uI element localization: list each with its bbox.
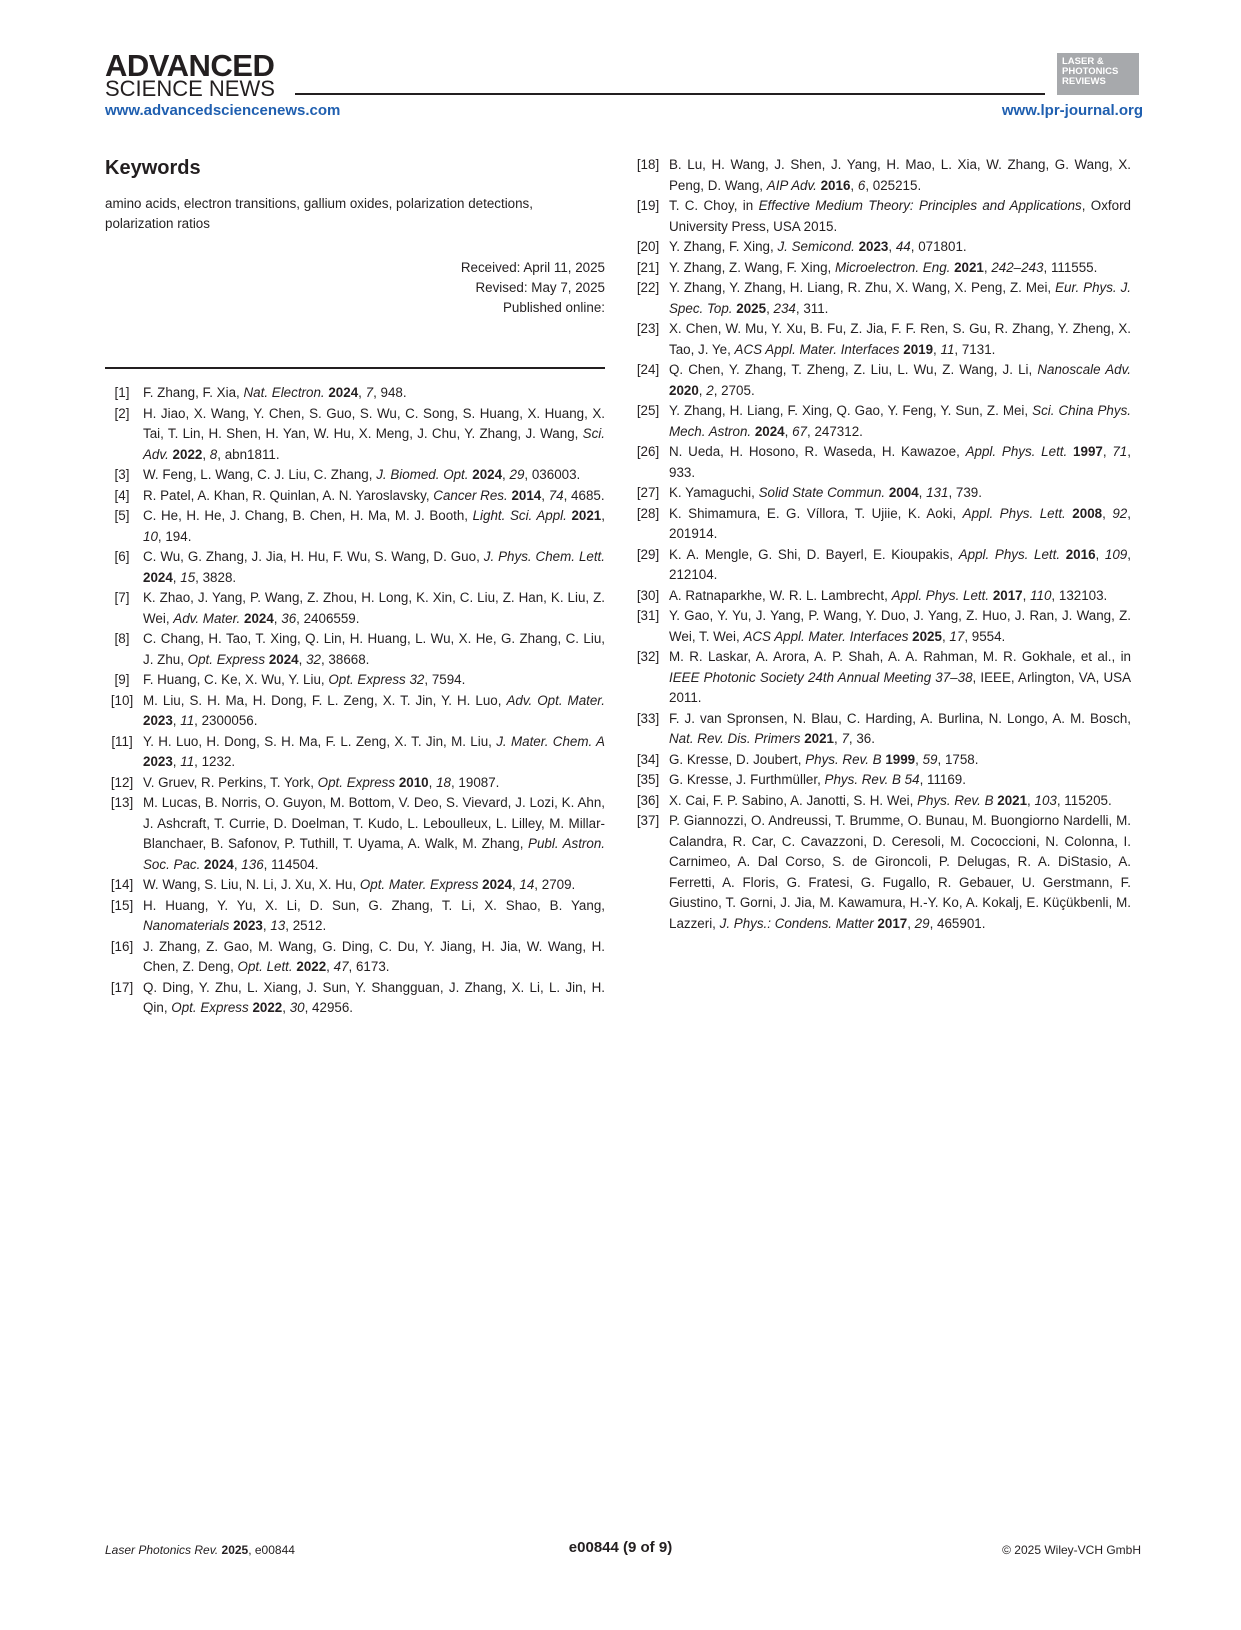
reference-authors: J. Zhang, Z. Gao, M. Wang, G. Ding, C. Du, Y. Jiang, H. Jia, W. Wang, H. Chen, Z. Deng,	[143, 938, 605, 974]
reference-journal: J. Phys.: Condens. Matter	[719, 915, 874, 931]
reference-journal: IEEE Photonic Society 24th Annual Meeting 37–38	[669, 669, 973, 685]
reference-number: [37]	[636, 813, 660, 828]
reference-authors: G. Kresse, J. Furthmüller,	[669, 772, 821, 787]
reference-pages: 739.	[955, 485, 982, 500]
footer-year: 2025	[221, 1543, 249, 1557]
reference-authors: K. A. Mengle, G. Shi, D. Bayerl, E. Kioupakis,	[669, 546, 954, 562]
reference-pages: 111555.	[1050, 259, 1098, 275]
reference-journal: Opt. Express	[171, 1000, 249, 1015]
reference-journal: Appl. Phys. Lett.	[962, 505, 1066, 521]
reference-volume: 242–243	[991, 259, 1044, 275]
published-date: Published online:	[503, 300, 605, 315]
reference-number: [10]	[110, 692, 134, 708]
journal-url-link[interactable]: www.lpr-journal.org	[1001, 102, 1143, 119]
reference-authors: W. Wang, S. Liu, N. Li, J. Xu, X. Hu,	[143, 877, 357, 892]
reference-authors: Y. H. Luo, H. Dong, S. H. Ma, F. L. Zeng, X. T. Jin, M. Liu,	[143, 733, 492, 749]
reference-number: [9]	[114, 672, 130, 687]
reference-item: [33] F. J. van Spronsen, N. Blau, C. Harding, A. Burlina, N. Longo, A. M. Bosch, Nat. Rev. Dis. Primers 2021, 7, 36.	[631, 709, 1131, 750]
reference-volume: 59	[922, 751, 938, 767]
reference-year: 2022	[252, 1000, 283, 1015]
reference-number: [26]	[636, 444, 660, 459]
reference-number: [30]	[636, 587, 660, 603]
reference-year: 2025	[912, 628, 942, 644]
reference-item: [17] Q. Ding, Y. Zhu, L. Xiang, J. Sun, Y. Shangguan, J. Zhang, X. Li, L. Jin, H. Qin, Opt. Express 2022, 30, 42956.	[105, 978, 605, 1019]
reference-year: 2024	[204, 856, 234, 872]
reference-journal: Nat. Electron.	[243, 385, 325, 400]
reference-pages: 6173.	[355, 959, 390, 974]
reference-authors: M. Liu, S. H. Ma, H. Dong, F. L. Zeng, X. T. Jin, Y. H. Luo,	[143, 692, 502, 708]
reference-pages: abn1811.	[224, 446, 280, 462]
reference-volume: 11	[180, 754, 195, 769]
reference-authors: X. Chen, W. Mu, Y. Xu, B. Fu, Z. Jia, F. F. Ren, S. Gu, R. Zhang, Y. Zheng, X. Tao, J. Ye,	[669, 321, 1131, 357]
reference-number: [6]	[114, 549, 130, 564]
reference-number: [22]	[636, 280, 660, 295]
logo-line-1: ADVANCED	[105, 48, 275, 83]
reference-number: [33]	[636, 710, 660, 726]
reference-number: [15]	[110, 897, 134, 913]
reference-item: [30] A. Ratnaparkhe, W. R. L. Lambrecht, Appl. Phys. Lett. 2017, 110, 132103.	[631, 586, 1131, 607]
reference-year: 2024	[328, 385, 359, 400]
reference-year: 2016	[1065, 546, 1096, 562]
reference-authors: K. Shimamura, E. G. Víllora, T. Ujiie, K. Aoki,	[669, 505, 957, 521]
page-number: e00844 (9 of 9)	[568, 1539, 673, 1556]
reference-pages: 4685.	[571, 487, 605, 503]
reference-journal: Sci. China Phys. Mech. Astron.	[669, 403, 1131, 439]
reference-journal: Opt. Mater. Express	[359, 877, 479, 892]
reference-item: [36] X. Cai, F. P. Sabino, A. Janotti, S. H. Wei, Phys. Rev. B 2021, 103, 115205.	[631, 791, 1131, 812]
reference-journal: ACS Appl. Mater. Interfaces	[743, 628, 909, 644]
reference-journal: Appl. Phys. Lett.	[958, 546, 1061, 562]
reference-item: [12] V. Gruev, R. Perkins, T. York, Opt. Express 2010, 18, 19087.	[105, 773, 605, 794]
reference-year: 2014	[511, 487, 542, 503]
reference-year: 2025	[736, 300, 767, 316]
reference-journal: Publ. Astron. Soc. Pac.	[143, 836, 605, 872]
reference-journal: ACS Appl. Mater. Interfaces	[734, 341, 900, 357]
reference-number: [20]	[636, 239, 660, 254]
reference-item: [8] C. Chang, H. Tao, T. Xing, Q. Lin, H. Huang, L. Wu, X. He, G. Zhang, C. Liu, J. Zhu, Opt. Express 2024, 32, 38668.	[105, 629, 605, 670]
reference-number: [27]	[636, 485, 660, 500]
reference-journal: Cancer Res.	[433, 487, 508, 503]
reference-pages: 2709.	[541, 877, 576, 892]
reference-journal: Effective Medium Theory: Principles and Applications	[758, 198, 1082, 213]
reference-volume: 36	[281, 610, 297, 626]
reference-number: [4]	[114, 487, 130, 503]
reference-item: [16] J. Zhang, Z. Gao, M. Wang, G. Ding, C. Du, Y. Jiang, H. Jia, W. Wang, H. Chen, Z. Deng, Opt. Lett. 2022, 47, 6173.	[105, 937, 605, 978]
reference-year: 2021	[571, 508, 602, 523]
section-divider	[105, 367, 605, 369]
reference-volume: 7	[365, 385, 374, 400]
reference-year: 2008	[1072, 505, 1103, 521]
reference-number: [19]	[636, 198, 660, 213]
reference-pages: 114504.	[271, 856, 319, 872]
reference-item: [28] K. Shimamura, E. G. Víllora, T. Ujiie, K. Aoki, Appl. Phys. Lett. 2008, 92, 201914.	[631, 504, 1131, 545]
reference-number: [18]	[636, 157, 660, 172]
reference-pages: 948.	[380, 385, 407, 400]
reference-volume: 14	[519, 877, 535, 892]
reference-authors: F. J. van Spronsen, N. Blau, C. Harding, A. Burlina, N. Longo, A. M. Bosch,	[669, 710, 1131, 726]
reference-item: [23] X. Chen, W. Mu, Y. Xu, B. Fu, Z. Jia, F. F. Ren, S. Gu, R. Zhang, Y. Zheng, X. Tao, J. Ye, ACS Appl. Mater. Interfaces 2019, 11, 7131.	[631, 319, 1131, 360]
reference-volume: 47	[333, 959, 349, 974]
reference-volume: 103	[1034, 792, 1057, 808]
reference-pages: 025215.	[872, 177, 922, 193]
reference-journal: Phys. Rev. B	[917, 792, 994, 808]
reference-journal: Phys. Rev. B	[805, 751, 882, 767]
reference-journal: Light. Sci. Appl.	[472, 508, 567, 523]
reference-year: 2017	[992, 587, 1023, 603]
reference-volume: 74	[548, 487, 564, 503]
reference-number: [3]	[114, 467, 130, 482]
publisher-logo	[105, 50, 275, 100]
reference-pages: 311.	[803, 300, 829, 316]
reference-year: 2024	[482, 877, 512, 892]
reference-authors: X. Cai, F. P. Sabino, A. Janotti, S. H. Wei,	[669, 792, 914, 808]
reference-pages: 1758.	[944, 751, 979, 767]
reference-year: 2024	[268, 651, 299, 667]
reference-year: 2023	[143, 754, 173, 769]
reference-number: [8]	[114, 631, 130, 646]
reference-journal: J. Biomed. Opt.	[376, 467, 469, 482]
keywords-heading: Keywords	[105, 157, 201, 179]
reference-volume: 8	[209, 446, 218, 462]
reference-authors: V. Gruev, R. Perkins, T. York,	[143, 774, 314, 790]
reference-year: 2020	[669, 382, 699, 398]
reference-pages: 036003.	[531, 467, 581, 482]
reference-pages: 19087.	[458, 774, 500, 790]
reference-item	[631, 770, 1131, 791]
reference-authors: B. Lu, H. Wang, J. Shen, J. Yang, H. Mao, L. Xia, W. Zhang, G. Wang, X. Peng, D. Wang,	[669, 157, 1131, 193]
reference-journal: J. Mater. Chem. A	[496, 733, 605, 749]
reference-journal: J. Semicond.	[777, 239, 855, 254]
reference-authors: K. Zhao, J. Yang, P. Wang, Z. Zhou, H. Long, K. Xin, C. Liu, Z. Han, K. Liu, Z. Wei,	[143, 590, 605, 626]
reference-journal: Opt. Lett.	[237, 959, 293, 974]
reference-volume: 18	[436, 774, 451, 790]
article-dates	[461, 258, 605, 318]
reference-year: 2023	[143, 713, 173, 728]
reference-item	[631, 196, 1131, 237]
reference-pages: 071801.	[918, 239, 967, 254]
reference-item: [1] F. Zhang, F. Xia, Nat. Electron. 2024, 7, 948.	[105, 383, 605, 404]
reference-pages: 2512.	[292, 918, 327, 933]
reference-authors: C. He, H. He, J. Chang, B. Chen, H. Ma, M. J. Booth,	[143, 508, 469, 523]
reference-number: [12]	[110, 774, 134, 790]
reference-item: [20] Y. Zhang, F. Xing, J. Semicond. 2023, 44, 071801.	[631, 237, 1131, 258]
reference-volume: 11	[940, 341, 955, 357]
reference-number: [28]	[636, 505, 660, 521]
reference-volume: 13	[270, 918, 286, 933]
keywords-text: amino acids, electron transitions, gallium oxides, polarization detections, polarization ratios	[105, 196, 533, 231]
reference-year: 2022	[172, 446, 203, 462]
reference-item: [31] Y. Gao, Y. Yu, J. Yang, P. Wang, Y. Duo, J. Yang, Z. Huo, J. Ran, J. Wang, Z. Wei, T. Wei, ACS Appl. Mater. Interfaces 2025, 17, 9554.	[631, 606, 1131, 647]
reference-number: [24]	[636, 362, 660, 377]
reference-volume: 71	[1112, 444, 1128, 459]
reference-journal: Phys. Rev. B 54	[824, 772, 920, 787]
reference-volume: 131	[926, 485, 949, 500]
reference-item: [13] M. Lucas, B. Norris, O. Guyon, M. Bottom, V. Deo, S. Vievard, J. Lozi, K. Ahn, J. Ashcraft, T. Currie, D. Doelman, T. Kudo, L. Leboulleux, L. Lilley, M. Millar-Blanchaer, B. Safonov, P. Tuthill, T. Uyama, A. Walk, M. Zhang, Publ. Astron. Soc. Pac. 2024, 136, 114504.	[105, 793, 605, 875]
reference-number: [25]	[636, 403, 660, 418]
reference-journal: Eur. Phys. J. Spec. Top.	[669, 280, 1131, 316]
reference-number: [36]	[636, 792, 660, 808]
reference-volume: 136	[241, 856, 264, 872]
reference-pages: 212104.	[669, 567, 718, 582]
reference-year: 2019	[903, 341, 934, 357]
reference-pages: 247312.	[814, 423, 863, 439]
reference-volume: 32	[306, 651, 321, 667]
reference-journal: Microelectron. Eng.	[835, 259, 951, 275]
header-rule	[295, 93, 1045, 95]
reference-authors: Q. Chen, Y. Zhang, T. Zheng, Z. Liu, L. Wu, Z. Wang, J. Li,	[669, 362, 1033, 377]
reference-list-right	[631, 155, 1131, 934]
reference-pages: , 11169.	[919, 772, 966, 787]
reference-volume: 92	[1112, 505, 1128, 521]
reference-item: [26] N. Ueda, H. Hosono, R. Waseda, H. Kawazoe, Appl. Phys. Lett. 1997, 71, 933.	[631, 442, 1131, 483]
reference-number: [35]	[636, 772, 660, 787]
reference-volume: 30	[289, 1000, 305, 1015]
reference-pages: 42956.	[312, 1000, 354, 1015]
received-date: Received: April 11, 2025	[460, 260, 605, 275]
reference-volume: 11	[180, 713, 195, 728]
reference-item: [18] B. Lu, H. Wang, J. Shen, J. Yang, H. Mao, L. Xia, W. Zhang, G. Wang, X. Peng, D. Wang, AIP Adv. 2016, 6, 025215.	[631, 155, 1131, 196]
reference-item: [7] K. Zhao, J. Yang, P. Wang, Z. Zhou, H. Long, K. Xin, C. Liu, Z. Han, K. Liu, Z. Wei, Adv. Mater. 2024, 36, 2406559.	[105, 588, 605, 629]
reference-authors: M. Lucas, B. Norris, O. Guyon, M. Bottom, V. Deo, S. Vievard, J. Lozi, K. Ahn, J. Ashcraft, T. Currie, D. Doelman, T. Kudo, L. Leboulleux, L. Lilley, M. Millar-Blanchaer, B. Safonov, P. Tuthill, T. Uyama, A. Walk, M. Zhang,	[143, 795, 605, 851]
reference-journal: AIP Adv.	[766, 177, 817, 193]
reference-volume: 17	[949, 628, 965, 644]
reference-item: [2] H. Jiao, X. Wang, Y. Chen, S. Guo, S. Wu, C. Song, S. Huang, X. Huang, X. Tai, T. Lin, H. Shen, H. Yan, W. Hu, X. Meng, J. Chu, Y. Zhang, J. Wang, Sci. Adv. 2022, 8, abn1811.	[105, 404, 605, 466]
reference-number: [17]	[110, 979, 134, 995]
reference-year: 2021	[954, 259, 984, 275]
reference-item: [29] K. A. Mengle, G. Shi, D. Bayerl, E. Kioupakis, Appl. Phys. Lett. 2016, 109, 212104.	[631, 545, 1131, 586]
reference-number: [2]	[114, 405, 130, 421]
reference-authors: Q. Ding, Y. Zhu, L. Xiang, J. Sun, Y. Shangguan, J. Zhang, X. Li, L. Jin, H. Qin,	[143, 979, 605, 1015]
reference-pages: 3828.	[202, 569, 237, 585]
reference-pages: 2406559.	[303, 610, 360, 626]
reference-item: [3] W. Feng, L. Wang, C. J. Liu, C. Zhang, J. Biomed. Opt. 2024, 29, 036003.	[105, 465, 605, 486]
reference-number: [29]	[636, 546, 660, 562]
reference-journal: Opt. Express 32	[328, 672, 425, 687]
reference-journal: Nanomaterials	[143, 918, 230, 933]
reference-year: 2010	[398, 774, 429, 790]
reference-number: [34]	[636, 751, 660, 767]
reference-pages: , IEEE, Arlington, VA, USA 2011.	[669, 669, 1132, 705]
reference-pages: 201914.	[669, 526, 718, 541]
reference-authors: C. Wu, G. Zhang, J. Jia, H. Hu, F. Wu, S. Wang, D. Guo,	[143, 549, 480, 564]
reference-authors: T. C. Choy, in	[669, 198, 754, 213]
reference-authors: R. Patel, A. Khan, R. Quinlan, A. N. Yaroslavsky,	[143, 487, 430, 503]
reference-journal: Opt. Express	[317, 774, 396, 790]
reference-authors: Y. Zhang, F. Xing,	[669, 239, 774, 254]
logo-line-2: SCIENCE NEWS	[105, 76, 275, 101]
reference-volume: 7	[841, 731, 849, 746]
reference-item: [34] G. Kresse, D. Joubert, Phys. Rev. B 1999, 59, 1758.	[631, 750, 1131, 771]
reference-authors: Y. Gao, Y. Yu, J. Yang, P. Wang, Y. Duo, J. Yang, Z. Huo, J. Ran, J. Wang, Z. Wei, T. Wei,	[669, 608, 1131, 644]
reference-item: [21] Y. Zhang, Z. Wang, F. Xing, Microelectron. Eng. 2021, 242–243, 111555.	[631, 258, 1131, 279]
reference-journal: Appl. Phys. Lett.	[965, 444, 1068, 459]
reference-authors: F. Huang, C. Ke, X. Wu, Y. Liu,	[143, 672, 325, 687]
reference-pages: 9554.	[971, 628, 1006, 644]
reference-pages: 115205.	[1064, 792, 1112, 808]
reference-number: [11]	[111, 733, 133, 749]
reference-journal: Nat. Rev. Dis. Primers	[669, 731, 801, 746]
reference-item	[631, 647, 1131, 709]
revised-date: Revised: May 7, 2025	[475, 280, 605, 295]
reference-year: 2024	[472, 467, 503, 482]
reference-volume: 29	[509, 467, 525, 482]
reference-journal: Nanoscale Adv.	[1037, 362, 1131, 377]
reference-pages: 38668.	[328, 651, 370, 667]
reference-authors: A. Ratnaparkhe, W. R. L. Lambrecht,	[669, 587, 888, 603]
reference-pages: 2300056.	[201, 713, 258, 728]
reference-authors: C. Chang, H. Tao, T. Xing, Q. Lin, H. Huang, L. Wu, X. He, G. Zhang, C. Liu, J. Zhu,	[143, 631, 605, 667]
reference-year: 2021	[997, 792, 1028, 808]
reference-year: 2024	[143, 569, 173, 585]
reference-authors: W. Feng, L. Wang, C. J. Liu, C. Zhang,	[143, 467, 373, 482]
reference-number: [5]	[114, 508, 130, 523]
reference-year: 2021	[804, 731, 834, 746]
reference-authors: G. Kresse, D. Joubert,	[669, 751, 802, 767]
reference-pages: 7594.	[431, 672, 466, 687]
reference-journal: Opt. Express	[187, 651, 266, 667]
reference-volume: 110	[1030, 587, 1052, 603]
reference-item: [11] Y. H. Luo, H. Dong, S. H. Ma, F. L. Zeng, X. T. Jin, M. Liu, J. Mater. Chem. A 2023, 11, 1232.	[105, 732, 605, 773]
reference-list-left	[105, 383, 605, 1019]
reference-pages: 1232.	[201, 754, 236, 769]
reference-authors: P. Giannozzi, O. Andreussi, T. Brumme, O. Bunau, M. Buongiorno Nardelli, M. Calandra, R. Car, C. Cavazzoni, D. Ceresoli, M. Cococcioni, N. Colonna, I. Carnimeo, A. Dal Corso, S. de Gironcoli, P. Delugas, R. A. DiStasio, A. Ferretti, A. Floris, G. Fratesi, G. Fugallo, R. Gebauer, U. Gerstmann, F. Giustino, T. Gorni, J. Jia, M. Kawamura, H.-Y. Ko, A. Kokalj, E. Küçükbenli, M. Lazzeri,	[669, 813, 1131, 931]
copyright: © 2025 Wiley-VCH GmbH	[1002, 1543, 1141, 1557]
reference-pages: 132103.	[1058, 587, 1108, 603]
reference-journal: Adv. Opt. Mater.	[506, 692, 605, 708]
reference-item: [4] R. Patel, A. Khan, R. Quinlan, A. N. Yaroslavsky, Cancer Res. 2014, 74, 4685.	[105, 486, 605, 507]
reference-authors: H. Jiao, X. Wang, Y. Chen, S. Guo, S. Wu, C. Song, S. Huang, X. Huang, X. Tai, T. Lin, H. Shen, H. Yan, W. Hu, X. Meng, J. Chu, Y. Zhang, J. Wang,	[143, 405, 605, 441]
reference-item: [37] P. Giannozzi, O. Andreussi, T. Brumme, O. Bunau, M. Buongiorno Nardelli, M. Calandra, R. Car, C. Cavazzoni, D. Ceresoli, M. Cococcioni, N. Colonna, I. Carnimeo, A. Dal Corso, S. de Gironcoli, P. Delugas, R. A. DiStasio, A. Ferretti, A. Floris, G. Fratesi, G. Fugallo, R. Gebauer, U. Gerstmann, F. Giustino, T. Gorni, J. Jia, M. Kawamura, H.-Y. Ko, A. Kokalj, E. Küçükbenli, M. Lazzeri, J. Phys.: Condens. Matter 2017, 29, 465901.	[631, 811, 1131, 934]
reference-item: [10] M. Liu, S. H. Ma, H. Dong, F. L. Zeng, X. T. Jin, Y. H. Luo, Adv. Opt. Mater. 2023, 11, 2300056.	[105, 691, 605, 732]
reference-volume: 2	[706, 382, 714, 398]
reference-number: [31]	[636, 608, 660, 623]
reference-authors: Y. Zhang, Z. Wang, F. Xing,	[669, 259, 832, 275]
reference-item: [5] C. He, H. He, J. Chang, B. Chen, H. Ma, M. J. Booth, Light. Sci. Appl. 2021, 10, 194.	[105, 506, 605, 547]
reference-pages: 465901.	[937, 915, 986, 931]
journal-badge: LASER & PHOTONICS REVIEWS	[1057, 53, 1139, 95]
reference-volume: 109	[1104, 546, 1128, 562]
reference-authors: Y. Zhang, H. Liang, F. Xing, Q. Gao, Y. Feng, Y. Sun, Z. Mei,	[669, 403, 1029, 418]
reference-year: 2023	[233, 918, 263, 933]
reference-year: 2023	[858, 239, 889, 254]
reference-item: [27] K. Yamaguchi, Solid State Commun. 2004, 131, 739.	[631, 483, 1131, 504]
reference-number: [13]	[110, 795, 134, 810]
reference-volume: 10	[143, 528, 158, 544]
reference-pages: 36.	[856, 731, 875, 746]
reference-pages: 7131.	[961, 341, 996, 357]
reference-year: 2022	[296, 959, 327, 974]
reference-number: [23]	[636, 321, 660, 336]
reference-year: 2024	[754, 423, 785, 439]
reference-journal: Sci. Adv.	[143, 426, 605, 462]
footer-article: , e00844	[248, 1543, 295, 1557]
reference-volume: 67	[792, 423, 807, 439]
reference-year: 2004	[888, 485, 919, 500]
reference-authors: M. R. Laskar, A. Arora, A. P. Shah, A. A. Rahman, M. R. Gokhale, et al., in	[669, 649, 1131, 664]
reference-year: 1997	[1073, 444, 1103, 459]
reference-item: [25] Y. Zhang, H. Liang, F. Xing, Q. Gao, Y. Feng, Y. Sun, Z. Mei, Sci. China Phys. Mech. Astron. 2024, 67, 247312.	[631, 401, 1131, 442]
reference-year: 1999	[885, 751, 916, 767]
publisher-url-link[interactable]: www.advancedsciencenews.com	[105, 102, 341, 119]
reference-pages: 933.	[669, 464, 696, 480]
reference-volume: 29	[914, 915, 930, 931]
reference-item: [15] H. Huang, Y. Yu, X. Li, D. Sun, G. Zhang, T. Li, X. Shao, B. Yang, Nanomaterials 2023, 13, 2512.	[105, 896, 605, 937]
reference-volume: 234	[773, 300, 796, 316]
footer-journal: Laser Photonics Rev.	[105, 1543, 219, 1557]
reference-authors: F. Zhang, F. Xia,	[143, 385, 240, 400]
reference-journal: J. Phys. Chem. Lett.	[483, 549, 606, 564]
reference-volume: 15	[180, 569, 196, 585]
reference-item: [22] Y. Zhang, Y. Zhang, H. Liang, R. Zhu, X. Wang, X. Peng, Z. Mei, Eur. Phys. J. Spec. Top. 2025, 234, 311.	[631, 278, 1131, 319]
reference-journal: Appl. Phys. Lett.	[891, 587, 990, 603]
reference-authors: Y. Zhang, Y. Zhang, H. Liang, R. Zhu, X. Wang, X. Peng, Z. Mei,	[669, 280, 1052, 295]
reference-year: 2017	[877, 915, 908, 931]
reference-number: [7]	[114, 590, 130, 605]
reference-volume: 6	[857, 177, 866, 193]
reference-number: [14]	[110, 877, 134, 892]
reference-journal: Solid State Commun.	[758, 485, 886, 500]
reference-year: 2024	[244, 610, 274, 626]
reference-year: 2016	[820, 177, 851, 193]
reference-number: [1]	[114, 385, 130, 400]
reference-item: [24] Q. Chen, Y. Zhang, T. Zheng, Z. Liu, L. Wu, Z. Wang, J. Li, Nanoscale Adv. 2020, 2, 2705.	[631, 360, 1131, 401]
reference-number: [32]	[636, 649, 660, 664]
reference-pages: , Oxford University Press, USA 2015.	[669, 198, 1131, 234]
reference-number: [16]	[110, 938, 134, 954]
reference-item: [9] F. Huang, C. Ke, X. Wu, Y. Liu, Opt. Express 32, 7594.	[105, 670, 605, 691]
reference-journal: Adv. Mater.	[173, 610, 241, 626]
reference-volume: 44	[895, 239, 911, 254]
reference-authors: N. Ueda, H. Hosono, R. Waseda, H. Kawazoe,	[669, 444, 960, 459]
reference-pages: 2705.	[721, 382, 755, 398]
reference-authors: K. Yamaguchi,	[669, 485, 755, 500]
reference-number: [21]	[636, 259, 660, 275]
reference-item: [14] W. Wang, S. Liu, N. Li, J. Xu, X. Hu, Opt. Mater. Express 2024, 14, 2709.	[105, 875, 605, 896]
reference-item: [6] C. Wu, G. Zhang, J. Jia, H. Hu, F. Wu, S. Wang, D. Guo, J. Phys. Chem. Lett. 2024, 15, 3828.	[105, 547, 605, 588]
reference-authors: H. Huang, Y. Yu, X. Li, D. Sun, G. Zhang, T. Li, X. Shao, B. Yang,	[143, 897, 605, 913]
reference-pages: 194.	[165, 528, 192, 544]
